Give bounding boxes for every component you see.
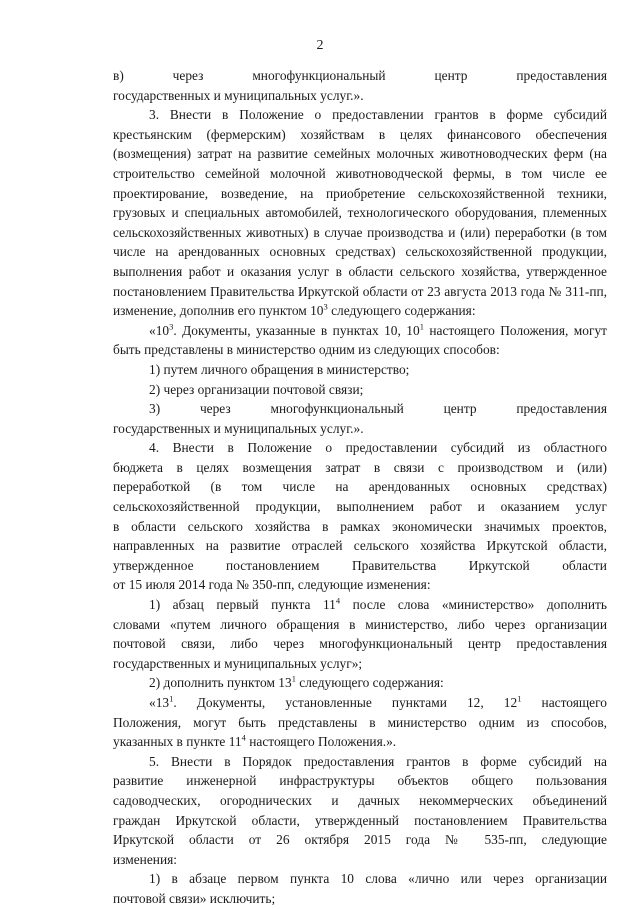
paragraph-4-line: от 15 июля 2014 года № 350-пп, следующие изменения:: [113, 577, 431, 593]
word: постановлением: [226, 557, 320, 573]
word: предоставления: [516, 68, 607, 83]
paragraph-13-1-line: [113, 693, 607, 713]
superscript: 1: [419, 321, 424, 332]
list-item-3: [113, 399, 607, 419]
sub-item-5-1-line: 1) в абзаце первом пункта 10 слова «лично или через организации: [149, 871, 607, 887]
paragraph-text: следующего содержания:: [327, 303, 476, 319]
superscript: 4: [241, 732, 246, 743]
superscript: 1: [517, 693, 522, 704]
word: многофункциональный: [270, 401, 404, 417]
sub-item-5-1-line: почтовой связи» исключить;: [113, 890, 276, 906]
word: центр: [443, 401, 477, 417]
word: многофункциональный: [252, 68, 386, 83]
paragraph-text: указанных в пункте 11: [113, 734, 242, 750]
superscript: 3: [323, 301, 328, 312]
word: через: [172, 68, 204, 83]
word: области: [562, 557, 607, 573]
paragraph-13-1-line: [113, 732, 607, 752]
word: предоставления: [516, 401, 607, 417]
line-continuation: государственных и муниципальных услуг.».: [113, 420, 364, 436]
sub-item-2: [113, 673, 607, 693]
superscript: 3: [169, 321, 174, 332]
sub-item-1-line: почтовой связи, либо через многофункциональный центр предоставления: [113, 636, 607, 652]
sub-item-1-line: словами «путем личного обращения в министерство, либо через организации: [113, 616, 607, 632]
paragraph-10-3: [113, 321, 607, 360]
paragraph-text: настоящего Положения.».: [245, 734, 397, 750]
document-body: [113, 66, 607, 909]
word: центр: [434, 68, 468, 83]
list-item-2: 2) через организации почтовой связи;: [149, 381, 364, 397]
paragraph-4-line: бюджета в целях возмещения затрат в связи с производством и (или): [113, 459, 607, 475]
paragraph-3: [113, 105, 607, 321]
list-item-1: 1) путем личного обращения в министерство;: [149, 361, 410, 377]
word: Иркутской: [468, 557, 530, 573]
paragraph-text: настоящего: [521, 695, 607, 710]
word: Правительства: [351, 557, 437, 573]
paragraph-4-line: 4. Внести в Положение о предоставлении субсидий из областного: [149, 440, 607, 456]
line-list-item-v: [113, 66, 607, 86]
superscript: 1: [291, 673, 296, 684]
paragraph-5-line: изменения:: [113, 851, 178, 867]
word: утвержденное: [113, 557, 194, 573]
paragraph-text: «13: [149, 695, 170, 710]
sub-item-1-line: государственных и муниципальных услуг»;: [113, 655, 363, 671]
superscript: 4: [335, 595, 341, 606]
paragraph-5-line: развитие инженерной инфраструктуры объектов общего пользования: [113, 773, 607, 789]
paragraph-text: 3. Внести в Положение о предоставлении грантов в форме субсидий крестьянским (фермерским) хозяйствам в целях финансового обеспечения (возмещения) затрат на развитие семейных молочных животноводческих ферм (на строительство семейной молочной животноводческой фермы, в том числе ее проектирование, возведение, на приобретение сельскохозяйственной техники, грузовых и специальных автомобилей, технологического оборудования, племенных сельскохозяйственных животных) в случае производства и (или) переработки (в том числе на арендованных основных средствах) сельскохозяйственной продукции, выполнения работ и оказания услуг в области сельского хозяйства, утвержденное постановлением Правительства Иркутской области от 23 августа 2013 года № 311-пп, изменение, дополнив его пунктом 10: [113, 107, 607, 319]
paragraph-5-line: 5. Внести в Порядок предоставления грантов в форме субсидий на: [149, 753, 607, 769]
word: 3): [149, 401, 161, 417]
word: через: [199, 401, 231, 417]
paragraph-4-line: направленных на развитие отраслей сельского хозяйства Иркутской области,: [113, 538, 607, 554]
paragraph-text: 1) абзац первый пункта 11: [149, 597, 336, 613]
paragraph-text: следующего содержания:: [295, 675, 444, 691]
paragraph-text: настоящего Положения, могут быть представлены в министерство одним из следующих способов:: [113, 322, 607, 358]
paragraph-text: после слова «министерство» дополнить: [340, 597, 608, 613]
paragraph-4-line: сельскохозяйственной продукции, выполнением работ и оказанием услуг: [113, 499, 607, 515]
line-continuation: государственных и муниципальных услуг.».: [113, 87, 364, 103]
paragraph-text: . Документы, указанные в пунктах 10, 10: [173, 322, 420, 338]
superscript: 1: [169, 693, 174, 704]
paragraph-5-line: граждан Иркутской области, утвержденный постановлением Правительства: [113, 812, 607, 828]
paragraph-4-line: [113, 556, 607, 576]
paragraph-13-1-line: Положения, могут быть представлены в министерство одним из способов,: [113, 714, 607, 730]
page-number: 2: [316, 38, 324, 53]
paragraph-4-line: в области сельского хозяйства в рамках экономически значимых проектов,: [113, 518, 607, 534]
paragraph-5-line: Иркутской области от 26 октября 2015 года № 535-пп, следующие: [113, 832, 607, 848]
paragraph-text: . Документы, установленные пунктами 12, 12: [173, 695, 518, 710]
sub-item-1-line: [113, 595, 607, 615]
paragraph-text: «10: [149, 322, 170, 338]
paragraph-4-line: переработкой (в том числе на арендованных основных средствах): [113, 479, 607, 495]
paragraph-text: 2) дополнить пунктом 13: [149, 675, 292, 691]
word: в): [113, 68, 124, 83]
paragraph-5-line: садоводческих, огороднических и дачных некоммерческих объединений: [113, 792, 607, 808]
